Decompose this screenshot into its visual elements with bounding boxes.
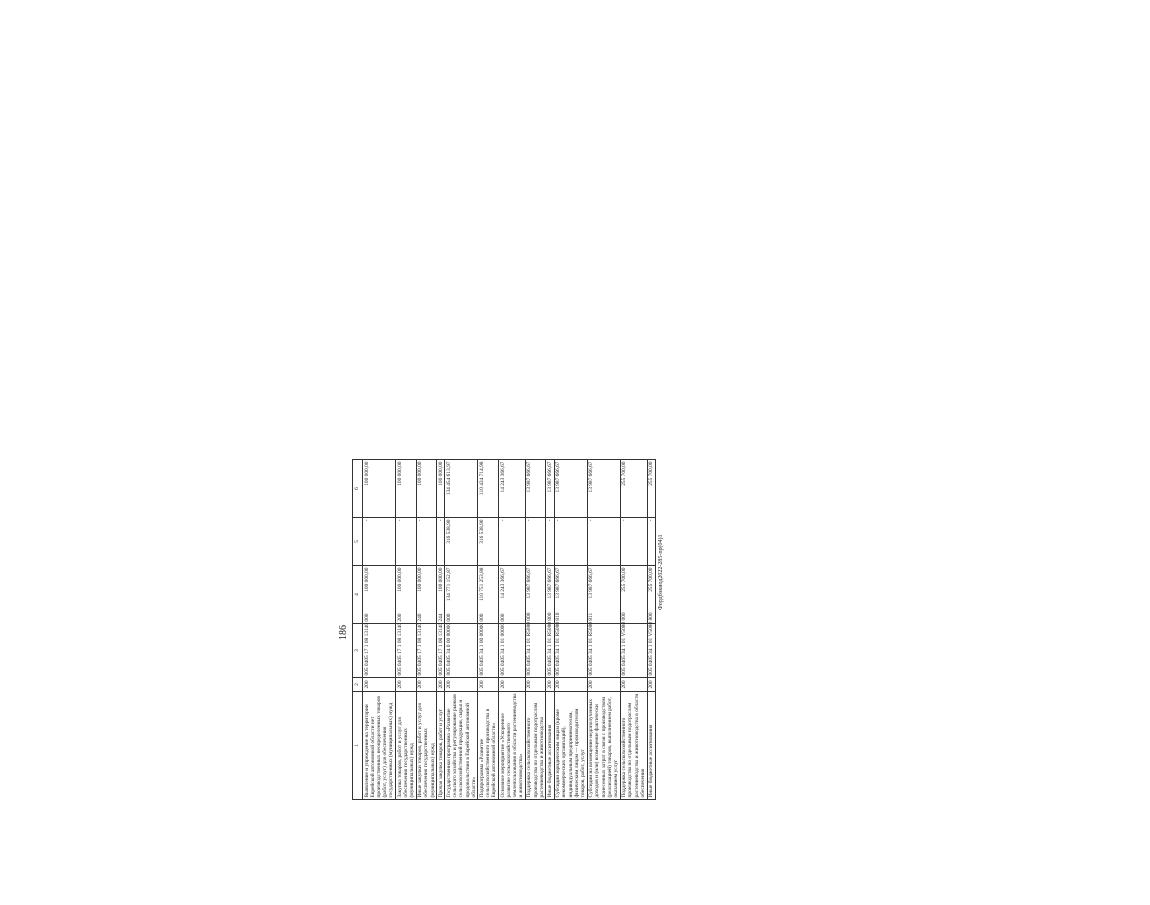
row-name: Прочая закупка товаров, работ и услуг <box>437 692 445 800</box>
page-number: 186 <box>338 625 349 640</box>
row-approved-amount: 134 771 152,87 <box>445 566 478 624</box>
row-code: 200 <box>437 678 445 692</box>
row-approved-amount: 100 000,00 <box>363 566 396 624</box>
row-total-amount: 255 700,00 <box>647 460 655 518</box>
row-classification: 005 0405 17 1 08 13140 200 <box>396 624 417 678</box>
row-name: Субсидии на возмещение недополученных доходов и (или) возмещение фактически понесенных затрат в связи с производством (реализацией) товаров, выполнением работ, оказанием услуг <box>587 692 620 800</box>
row-name: Поддержка сельскохозяйственного производства по отдельным подотраслям растениеводства и животноводства <box>525 692 546 800</box>
row-classification: 005 0405 34 1 01 R5080 000 <box>525 624 546 678</box>
row-change-amount: - <box>620 518 647 566</box>
row-approved-amount: 255 700,00 <box>647 566 655 624</box>
column-header-3: 3 <box>353 624 363 678</box>
row-code: 200 <box>525 678 546 692</box>
row-change-amount: - <box>363 518 396 566</box>
row-approved-amount: 14 243 366,67 <box>499 566 526 624</box>
row-name: Государственная программа «Развитие сельского хозяйства и регулирование рынков сельскохозяйственной продукции, сырья и продовольствия в Еврейской автономной области» <box>445 692 478 800</box>
budget-table <box>352 459 656 800</box>
table-row <box>445 460 478 800</box>
row-classification: 005 0405 17 1 08 13140 240 <box>416 624 437 678</box>
row-change-amount: - <box>587 518 620 566</box>
row-classification: 005 0405 17 1 08 13140 000 <box>363 624 396 678</box>
row-code: 200 <box>587 678 620 692</box>
row-approved-amount: 13 987 666,67 <box>546 566 554 624</box>
row-total-amount: 110 434 714,98 <box>478 460 499 518</box>
row-change-amount: - <box>437 518 445 566</box>
row-total-amount: 13 987 666,67 <box>587 460 620 518</box>
table-row <box>525 460 546 800</box>
row-approved-amount: 100 000,00 <box>437 566 445 624</box>
row-change-amount: - <box>546 518 554 566</box>
row-total-amount: 13 987 666,67 <box>554 460 587 518</box>
row-classification: 005 0405 34 1 01 R5080 810 <box>554 624 587 678</box>
table-row <box>396 460 417 800</box>
table-row <box>437 460 445 800</box>
row-change-amount: - <box>525 518 546 566</box>
row-change-amount: 316 538,90 <box>478 518 499 566</box>
row-approved-amount: 255 700,00 <box>620 566 647 624</box>
row-total-amount: 13 987 666,67 <box>525 460 546 518</box>
row-code: 200 <box>554 678 587 692</box>
row-total-amount: 255 700,00 <box>620 460 647 518</box>
row-name: Субсидии юридическим лицам (кроме некоммерческих организаций), индивидуальным предпринимателям, физическим лицам — производителям товаров, работ, услуг <box>554 692 587 800</box>
column-header-1: 1 <box>353 692 363 800</box>
row-approved-amount: 100 000,00 <box>396 566 417 624</box>
row-name: Подпрограмма «Развитие сельскохозяйственного производства в Еврейской автономной области» <box>478 692 499 800</box>
row-code: 200 <box>416 678 437 692</box>
table-row <box>478 460 499 800</box>
row-classification: 005 0405 34 0 00 00000 000 <box>445 624 478 678</box>
row-total-amount: 100 000,00 <box>396 460 417 518</box>
row-classification: 005 0405 34 1 00 00000 000 <box>478 624 499 678</box>
row-classification: 005 0405 34 1 01 R5080 800 <box>546 612 553 676</box>
row-approved-amount: 13 987 666,67 <box>525 566 546 624</box>
row-approved-amount: 13 987 666,67 <box>587 566 620 624</box>
column-header-6: 6 <box>353 460 363 518</box>
row-code: 200 <box>499 678 526 692</box>
row-name: Выявление и упреждение на территории Еврейской автономной области нет производственных неопределенных товаров (работ, услуг) для обеспечения государственных (муниципальных) нужд <box>363 692 396 800</box>
row-code: 200 <box>363 678 396 692</box>
row-change-amount: - <box>554 518 587 566</box>
row-code: 200 <box>445 678 478 692</box>
row-code: 200 <box>546 678 554 692</box>
row-total-amount: 134 454 613,97 <box>445 460 478 518</box>
row-total-amount: 14 243 366,67 <box>499 460 526 518</box>
column-header-4: 4 <box>353 566 363 624</box>
page-footer: Фордбэкиод2022-285-пр(04)1 <box>658 534 664 610</box>
row-code: 200 <box>620 678 647 692</box>
row-change-amount: 316 538,90 <box>445 518 478 566</box>
row-change-amount: - <box>396 518 417 566</box>
row-classification: 005 0405 34 1 01 00000 000 <box>499 624 526 678</box>
row-code: 200 <box>396 678 417 692</box>
row-approved-amount: 110 751 253,88 <box>478 566 499 624</box>
row-change-amount: - <box>499 518 526 566</box>
row-name: Поддержка сельскохозяйственного производства по отдельным подотраслям растениеводства и животноводства в области обеспечения <box>620 692 647 800</box>
table-row <box>363 460 396 800</box>
row-code: 200 <box>647 678 655 692</box>
table-row <box>499 460 526 800</box>
table-row <box>416 460 437 800</box>
row-classification: 005 0405 34 1 01 V5080 000 <box>620 624 647 678</box>
row-total-amount: 100 000,00 <box>416 460 437 518</box>
row-approved-amount: 100 000,00 <box>416 566 437 624</box>
table-row <box>647 460 655 800</box>
row-total-amount: 100 000,00 <box>437 460 445 518</box>
table-row <box>554 460 587 800</box>
row-classification: 005 0405 34 1 01 R5080 811 <box>587 624 620 678</box>
row-name: Иные бюджетные ассигнования <box>546 692 554 800</box>
row-name: Иные закупки товаров, работ и услуг для обеспечения государственных (муниципальных) нужд <box>416 692 437 800</box>
row-code: 200 <box>478 678 499 692</box>
row-name: Закупка товаров, работ и услуг для обеспечения государственных (муниципальных) нужд <box>396 692 417 800</box>
row-name: Основное мероприятие «Ускоренное развитие сельскохозяйственного землепользования в области растениеводства и животноводства» <box>499 693 525 798</box>
column-header-5: 5 <box>353 518 363 566</box>
table-row <box>546 460 554 800</box>
row-name: Иные бюджетные ассигнования <box>647 692 655 800</box>
row-total-amount: 13 987 666,67 <box>546 460 554 518</box>
row-classification: 005 0405 34 1 01 V5080 800 <box>648 612 655 676</box>
row-classification: 005 0405 17 1 08 13140 244 <box>437 613 444 676</box>
row-change-amount: - <box>647 518 655 566</box>
column-header-2: 2 <box>353 678 363 692</box>
row-approved-amount: 13 987 666,67 <box>554 566 587 624</box>
table-row <box>620 460 647 800</box>
row-change-amount: - <box>416 518 437 566</box>
row-total-amount: 100 000,00 <box>363 460 396 518</box>
right-page-content <box>340 460 1150 800</box>
table-row <box>587 460 620 800</box>
table-header-row <box>353 460 363 800</box>
